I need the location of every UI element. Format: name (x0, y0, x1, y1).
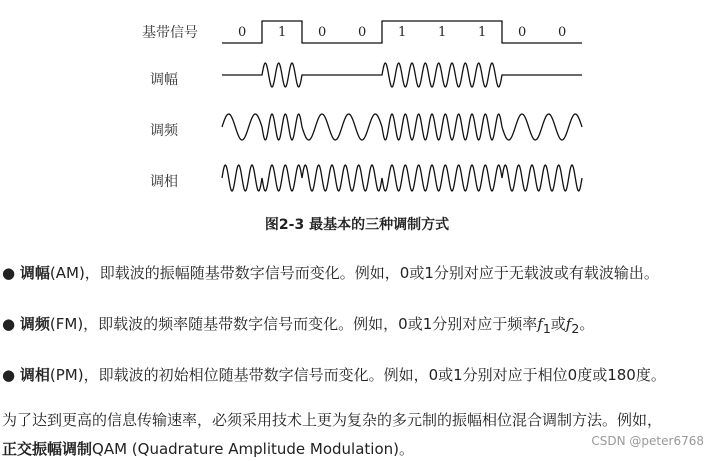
closing-line1: 为了达到更高的信息传输速率，必须采用技术上更为复杂的多元制的振幅相位混合调制方法。例如， (2, 411, 663, 429)
f-symbol: f (565, 315, 572, 333)
term-qam: 正交振幅调制 (2, 440, 93, 458)
item-am (2, 262, 659, 283)
bit-value: 1 (398, 25, 407, 40)
bullet: ● (2, 366, 16, 384)
term-am: 调幅 (19, 264, 50, 282)
closing-text: QAM (Quadrature Amplitude Modulation)。 (92, 440, 414, 458)
bit-value: 0 (558, 25, 567, 40)
am-waveform (222, 63, 582, 87)
item-fm (2, 313, 594, 336)
item-pm (2, 364, 666, 385)
baseband-label: 基带信号 (142, 25, 198, 41)
f-symbol: f (537, 315, 543, 333)
bit-value: 0 (358, 25, 367, 40)
am-label: 调幅 (150, 72, 178, 88)
item-text: (AM)，即载波的振幅随基带数字信号而变化。例如，0或1分别对应于无载波或有载波输出。 (49, 264, 659, 282)
bit-value: 1 (478, 25, 487, 40)
item-text: (FM)，即载波的频率随基带数字信号而变化。例如，0或1分别对应于频率 (49, 315, 538, 333)
fm-waveform (222, 114, 582, 140)
bit-value: 0 (318, 25, 327, 40)
term-pm: 调相 (19, 366, 50, 384)
subscript: 2 (571, 321, 580, 336)
bullet: ● (2, 264, 16, 282)
term-fm: 调频 (19, 315, 50, 333)
pm-label: 调相 (150, 174, 178, 190)
bit-value: 0 (238, 25, 247, 40)
baseband-waveform (222, 21, 582, 43)
subscript: 1 (542, 321, 551, 336)
watermark: CSDN @peter6768 (591, 434, 704, 448)
bit-value: 1 (438, 25, 447, 40)
bit-value: 0 (518, 25, 527, 40)
bit-value: 1 (278, 25, 287, 40)
closing-line2 (2, 438, 414, 459)
item-text: (PM)，即载波的初始相位随基带数字信号而变化。例如，0或1分别对应于相位0度或180度。 (49, 366, 666, 384)
fm-label: 调频 (150, 123, 178, 139)
period: 。 (579, 315, 595, 333)
bullet: ● (2, 315, 16, 333)
or-text: 或 (550, 315, 566, 333)
figure-caption: 图2-3 最基本的三种调制方式 (264, 217, 450, 233)
pm-waveform (222, 165, 582, 191)
waveforms (0, 0, 714, 210)
